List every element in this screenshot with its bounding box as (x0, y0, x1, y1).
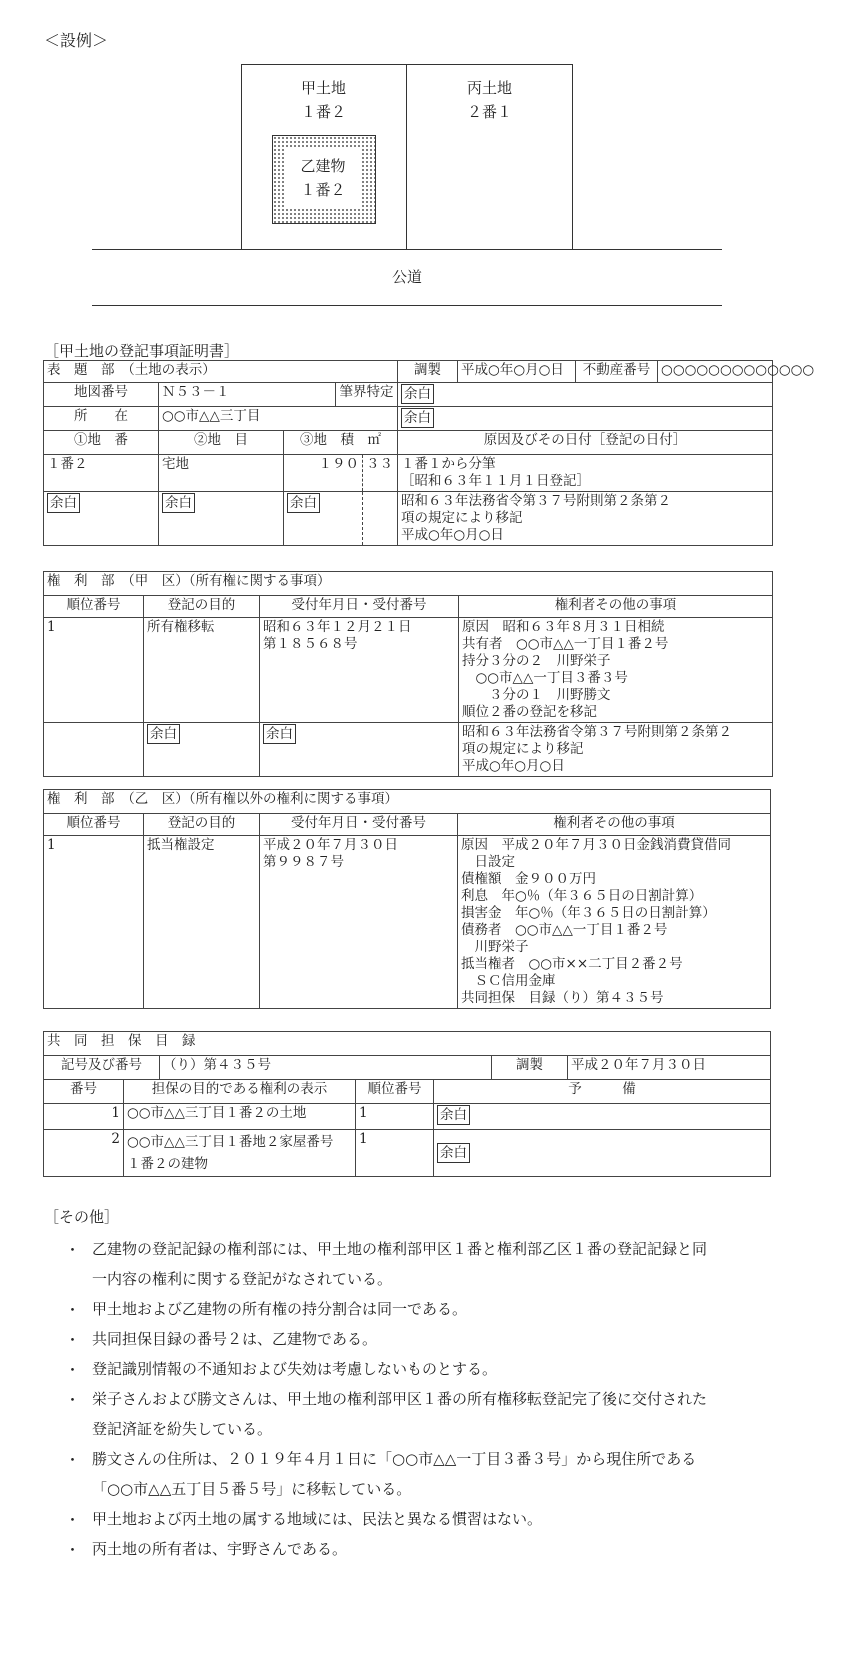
building-label: 乙建物 １番２ (284, 149, 362, 209)
otsu-row1-kenrisha: 原因 平成２０年７月３０日金銭消費貸借同 日設定 債権額 金９００万円 利息 年○％（年３６５日の日割計算） 損害金 年○％（年３６５日の日割計算） 債務者 ○○市△△一丁目１番２号 川野栄子 抵当権者 ○○市××二丁目２番２号 ＳＣ信用金庫 共同担保 目録（り）第４３５号 (458, 836, 771, 1009)
sonota-item (92, 1444, 822, 1504)
kyodo-kigo-label: 記号及び番号 (44, 1056, 160, 1080)
bullet-mark: ・ (65, 1241, 81, 1259)
bullet-mark: ・ (65, 1541, 81, 1559)
kou-row2-kenrisha: 昭和６３年法務省令第３７号附則第２条第２ 項の規定により移記 平成○年○月○日 (459, 723, 773, 777)
row2-chiseki: 余白 (284, 492, 363, 546)
kyodo-title: 共 同 担 保 目 録 (44, 1032, 771, 1056)
kou-title: 権 利 部 （甲 区）（所有権に関する事項） (44, 572, 773, 596)
otsu-row1-juni: 1 (44, 836, 144, 1009)
kyodo-r2-hyoji: ○○市△△三丁目１番地２家屋番号 １番２の建物 (124, 1130, 356, 1177)
bullet-mark: ・ (65, 1331, 81, 1349)
row2-chiban: 余白 (44, 492, 159, 546)
kou-row2-juni (44, 723, 144, 777)
row1-chiseki-dec: ３３ (363, 455, 398, 492)
kyodo-col-yobi: 予 備 (434, 1080, 771, 1104)
kou-row1-juni: 1 (44, 618, 144, 723)
kou-col-juni: 順位番号 (44, 596, 144, 618)
sonota-item-line: 乙建物の登記記録の権利部には、甲土地の権利部甲区１番と権利部乙区１番の登記記録と同 (92, 1240, 708, 1258)
sonota-item-line: 「○○市△△五丁目５番５号」に移転している。 (92, 1480, 412, 1498)
row1-gen: １番１から分筆 ［昭和６３年１１月１日登記］ (398, 455, 773, 492)
kyodo-r2-no: 2 (44, 1130, 124, 1177)
sonota-item-line: 共同担保目録の番号２は、乙建物である。 (92, 1330, 378, 1348)
col-gen: 原因及びその日付［登記の日付］ (398, 431, 773, 455)
sonota-item-line: 栄子さんおよび勝文さんは、甲土地の権利部甲区１番の所有権移転登記完了後に交付された (92, 1390, 708, 1408)
kou-row2-uketsuke: 余白 (260, 723, 459, 777)
kyodo-r1-yobi: 余白 (434, 1104, 771, 1130)
land-c-label: 丙土地 ２番１ (466, 79, 512, 121)
land-a-label: 甲土地 １番２ (300, 79, 346, 121)
kyodo-r1-no: 1 (44, 1104, 124, 1130)
row2-gen: 昭和６３年法務省令第３７号附則第２条第２ 項の規定により移記 平成○年○月○日 (398, 492, 773, 546)
sonota-item-line: 丙土地の所有者は、宇野さんである。 (92, 1540, 348, 1558)
sonota-item (92, 1294, 822, 1324)
kou-row1-uketsuke: 昭和６３年１２月２１日 第１８５６８号 (260, 618, 459, 723)
sonota-title: ［その他］ (44, 1208, 120, 1226)
sonota-item-line: 甲土地および乙建物の所有権の持分割合は同一である。 (92, 1300, 468, 1318)
kyodo-chosei-label: 調製 (492, 1056, 568, 1080)
bullet-mark: ・ (65, 1451, 81, 1469)
hyodai-table (43, 360, 815, 546)
bullet-mark: ・ (65, 1361, 81, 1379)
shozai-value: ○○市△△三丁目 (159, 407, 398, 431)
row2-chiseki-dec (363, 492, 398, 546)
kou-col-kenrisha: 権利者その他の事項 (459, 596, 773, 618)
otsu-row1-uketsuke: 平成２０年７月３０日 第９９８７号 (260, 836, 458, 1009)
road-line-top (92, 249, 722, 250)
hyodai-chosei-value: 平成○年○月○日 (458, 361, 576, 383)
col-chiseki: ③地 積 ㎡ (284, 431, 398, 455)
bullet-mark: ・ (65, 1301, 81, 1319)
otsu-table (43, 789, 771, 1009)
sonota-item (92, 1534, 822, 1564)
kyodo-r1-juni: 1 (356, 1104, 434, 1130)
col-chiban: ①地 番 (44, 431, 159, 455)
kyodo-r1-hyoji: ○○市△△三丁目１番２の土地 (124, 1104, 356, 1130)
hikkai-label: 筆界特定 (336, 383, 398, 407)
otsu-col-uketsuke: 受付年月日・受付番号 (260, 814, 458, 836)
kyodo-col-juni: 順位番号 (356, 1080, 434, 1104)
row1-chiseki-int: １９０ (284, 455, 363, 492)
sonota-item (92, 1324, 822, 1354)
shozai-label: 所 在 (44, 407, 159, 431)
sonota-item (92, 1354, 822, 1384)
hyodai-title: 表 題 部 （土地の表示） (44, 361, 398, 383)
hyodai-fudosan-value: ○○○○○○○○○○○○○ (658, 361, 773, 383)
kyodo-col-hyoji: 担保の目的である権利の表示 (124, 1080, 356, 1104)
kou-table (43, 571, 773, 777)
kou-col-uketsuke: 受付年月日・受付番号 (260, 596, 459, 618)
kyodo-r2-yobi: 余白 (434, 1130, 771, 1177)
kou-row1-kenrisha: 原因 昭和６３年８月３１日相続 共有者 ○○市△△一丁目１番２号 持分３分の２ 川野栄子 ○○市△△一丁目３番３号 ３分の１ 川野勝文 順位２番の登記を移記 (459, 618, 773, 723)
col-chimoku: ②地 目 (159, 431, 284, 455)
kyodo-r2-juni: 1 (356, 1130, 434, 1177)
kyodo-chosei-value: 平成２０年７月３０日 (568, 1056, 771, 1080)
row1-chimoku: 宅地 (159, 455, 284, 492)
kyodo-col-bango: 番号 (44, 1080, 124, 1104)
otsu-col-mokuteki: 登記の目的 (144, 814, 260, 836)
sonota-item-line: 甲土地および丙土地の属する地域には、民法と異なる慣習はない。 (92, 1510, 543, 1528)
example-heading: ＜設例＞ (44, 31, 109, 50)
otsu-col-juni: 順位番号 (44, 814, 144, 836)
road-label: 公道 (391, 268, 422, 286)
sonota-item (92, 1384, 822, 1444)
kou-row2-mokuteki: 余白 (144, 723, 260, 777)
sonota-item (92, 1234, 822, 1294)
shozai-yohaku: 余白 (398, 407, 773, 431)
otsu-col-kenrisha: 権利者その他の事項 (458, 814, 771, 836)
kyodo-table (43, 1031, 771, 1177)
bullet-mark: ・ (65, 1511, 81, 1529)
building-outline (272, 135, 376, 224)
chizu-label: 地図番号 (44, 383, 159, 407)
sonota-item-line: 登記識別情報の不通知および失効は考慮しないものとする。 (92, 1360, 498, 1378)
sonota-item-line: 登記済証を紛失している。 (92, 1420, 273, 1438)
row2-chimoku: 余白 (159, 492, 284, 546)
certificate-title: ［甲土地の登記事項証明書］ (44, 342, 240, 360)
otsu-title: 権 利 部 （乙 区）（所有権以外の権利に関する事項） (44, 790, 771, 814)
hikkai-value: 余白 (398, 383, 773, 407)
hyodai-chosei-label: 調製 (398, 361, 458, 383)
chizu-value: Ｎ５３－１ (159, 383, 336, 407)
hyodai-fudosan-label: 不動産番号 (576, 361, 658, 383)
road-line-bottom (92, 305, 722, 306)
row1-chiban: １番２ (44, 455, 159, 492)
kyodo-kigo-value: （り）第４３５号 (160, 1056, 492, 1080)
kou-row1-mokuteki: 所有権移転 (144, 618, 260, 723)
bullet-mark: ・ (65, 1391, 81, 1409)
sonota-item (92, 1504, 822, 1534)
sonota-item-line: 勝文さんの住所は、２０１９年４月１日に「○○市△△一丁目３番３号」から現住所である (92, 1450, 697, 1468)
kou-col-mokuteki: 登記の目的 (144, 596, 260, 618)
sonota-item-line: 一内容の権利に関する登記がなされている。 (92, 1270, 393, 1288)
otsu-row1-mokuteki: 抵当権設定 (144, 836, 260, 1009)
